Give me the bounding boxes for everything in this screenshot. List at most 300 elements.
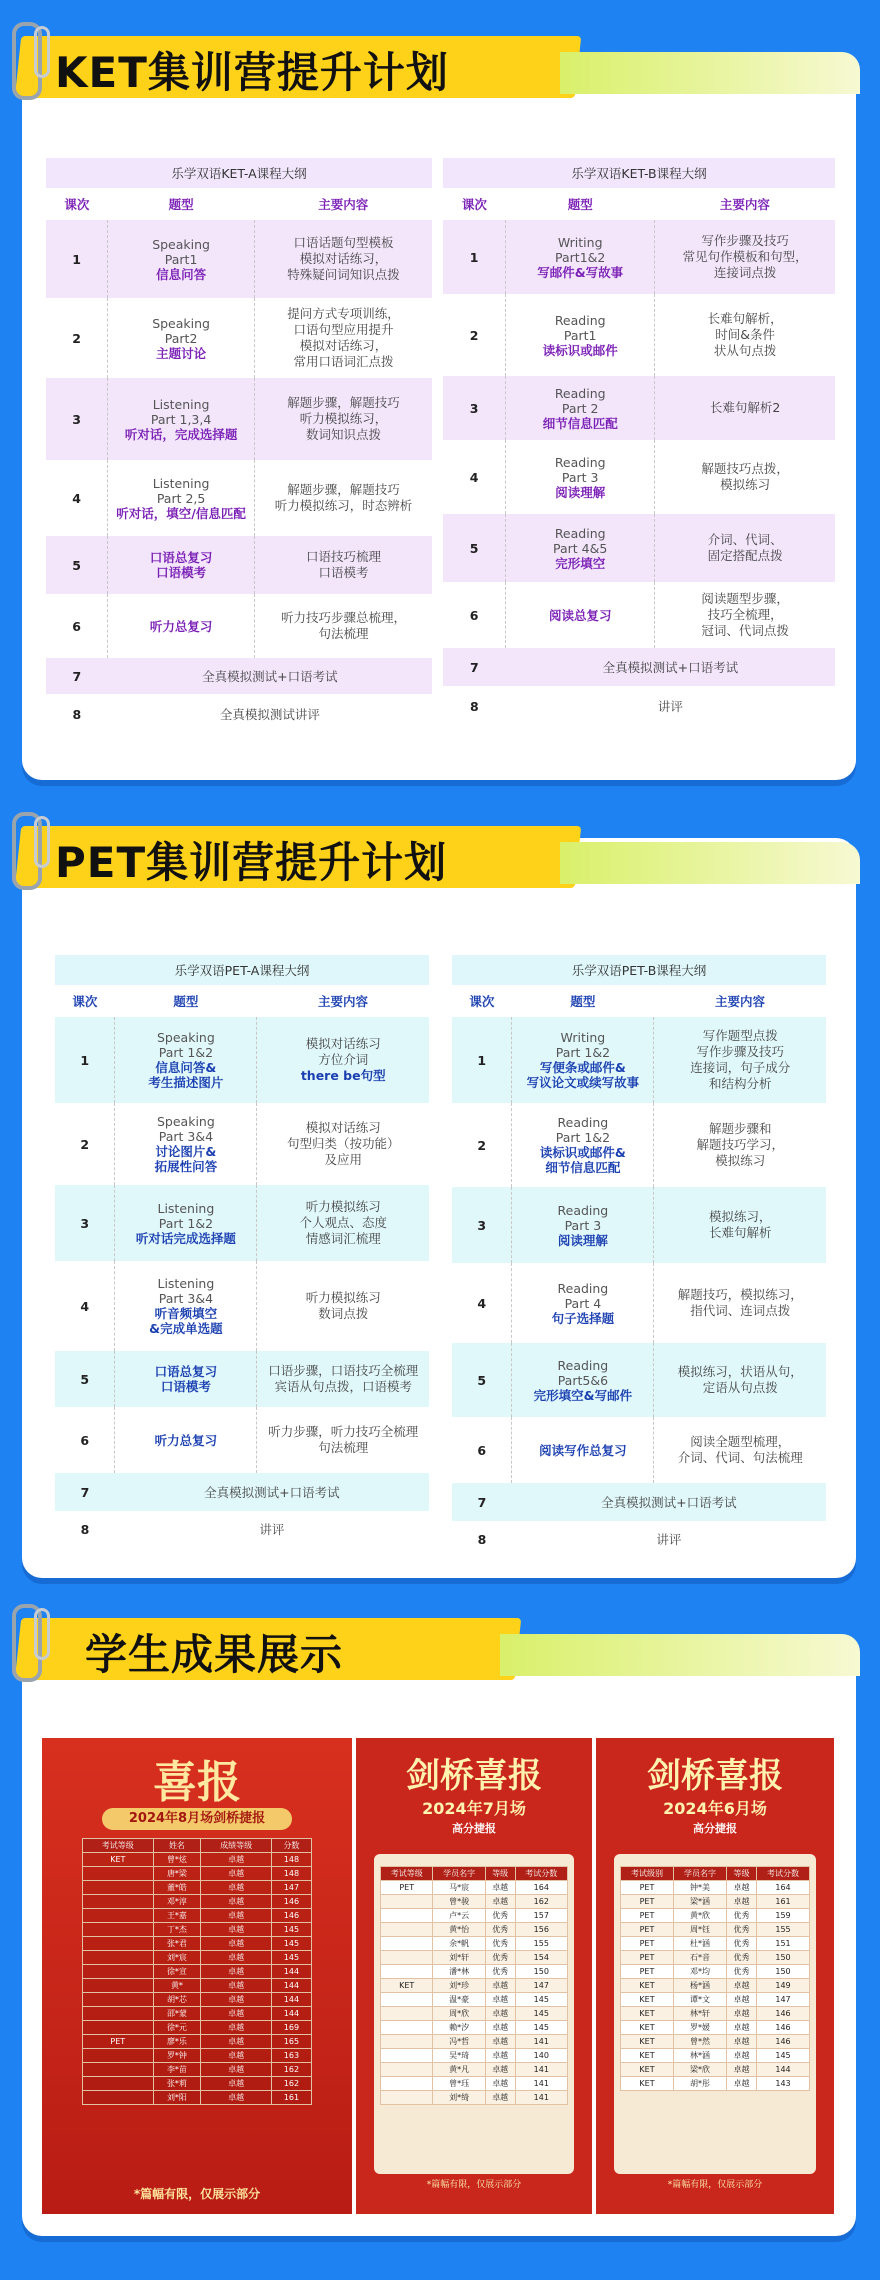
score-cell [83,1979,154,1993]
score-cell: 黄*凡 [433,2063,485,2077]
main-content: 模拟对话练习 句型归类（按功能） 及应用 [286,1120,400,1167]
score-cell: 140 [515,2049,567,2063]
type-label: Speaking Part 3&4 [156,1114,215,1144]
score-row [621,2063,810,2077]
score-cell: 154 [515,1951,567,1965]
score-cell: 143 [757,2077,810,2091]
type-subtitle: 主题讨论 [156,345,207,361]
lesson-number: 3 [55,1185,115,1261]
table-row [46,460,432,536]
lesson-number: 4 [80,1298,90,1314]
table-row [452,1263,826,1343]
question-type [512,1103,654,1187]
score-row [621,1895,810,1909]
score-row [381,2077,568,2091]
main-content: 阅读全题型梳理， 介词、代词、句法梳理 [677,1434,803,1465]
score-cell: KET [621,1993,674,2007]
score-cell: 刘*阳 [153,2091,201,2105]
score-cell: 余*帆 [433,1937,485,1951]
score-row [621,1909,810,1923]
score-cell: 卓越 [485,2035,515,2049]
score-cell: 145 [271,1937,311,1951]
score-cell: 周*欣 [433,2007,485,2021]
paperclip-icon [12,812,42,890]
main-content: 长难句解析2 [655,376,835,440]
pet-b-table [452,955,826,1557]
score-cell: 157 [515,1909,567,1923]
score-row [381,2063,568,2077]
score-cell: 144 [271,1965,311,1979]
score-cell: 卓越 [726,1881,756,1895]
score-cell: 144 [271,2007,311,2021]
score-row [621,1937,810,1951]
question-type [115,1261,257,1351]
poster-tag: 高分捷报 [693,1822,737,1835]
main-content: 写作题型点拨 写作步骤及技巧 连接词，句子成分 和结构分析 [654,1017,826,1103]
score-cell: 卓越 [201,2035,272,2049]
full-row-content: 全真模拟测试讲评 [219,707,320,722]
score-cell [83,2077,154,2091]
score-cell: 黄* [153,1979,201,1993]
score-cell: KET [621,2035,674,2049]
score-cell: KET [381,1979,433,1993]
table-caption: 乐学双语KET-A课程大纲 [46,158,432,188]
lesson-number: 8 [80,1521,90,1537]
lesson-number: 4 [72,490,81,506]
main-content: 解题技巧，模拟练习， 指代词、连词点拨 [677,1287,803,1318]
score-row [83,2049,312,2063]
type-label: Reading Part 2 [554,385,606,416]
content-highlight: there be句型 [300,1068,386,1083]
score-cell: 卓越 [485,2049,515,2063]
question-type [512,1417,654,1483]
score-cell: 145 [757,2049,810,2063]
score-cell: 卓越 [726,2077,756,2091]
score-cell: 林*涵 [673,2049,726,2063]
paperclip-icon [12,22,42,100]
score-row [381,1937,568,1951]
score-row [621,1923,810,1937]
full-row-content: 全真模拟测试+口语考试 [115,1473,429,1511]
type-subtitle: 写邮件&写故事 [537,264,624,280]
column-header: 主要内容 [654,985,826,1017]
table-row [46,220,432,298]
score-cell: 董*皓 [153,1881,201,1895]
score-cell: 卓越 [201,1937,272,1951]
score-cell: 卓越 [201,2077,272,2091]
score-cell: 卓越 [726,1979,756,1993]
score-cell: 谭*文 [673,1993,726,2007]
score-cell: 144 [271,1993,311,2007]
score-cell: 马*宸 [433,1881,485,1895]
type-label: Reading Part 1&2 [555,1115,611,1145]
table-caption: 乐学双语KET-B课程大纲 [443,158,835,188]
score-cell: 罗*媛 [673,2021,726,2035]
type-subtitle: 写便条或邮件& 写议论文或续写故事 [526,1060,640,1090]
type-subtitle: 口语总复习 口语模考 [149,550,213,580]
poster-subtitle: 2024年6月场 [663,1799,767,1818]
column-header: 课次 [55,985,115,1017]
score-cell: 优秀 [726,1909,756,1923]
score-cell [83,2091,154,2105]
question-type [115,1407,257,1473]
question-type [512,1263,654,1343]
score-cell [381,2035,433,2049]
type-subtitle: 阅读总复习 [548,607,612,623]
poster-subtitle: 2024年7月场 [422,1799,526,1818]
poster-score-table [380,1866,568,2105]
score-cell: 146 [271,1895,311,1909]
column-header: 题型 [506,188,655,220]
score-cell: 141 [515,2063,567,2077]
table-row [55,1017,429,1103]
table-row [46,536,432,594]
question-type [108,378,255,460]
type-subtitle: 阅读写作总复习 [539,1442,627,1458]
score-cell [381,1993,433,2007]
lesson-number: 8 [72,706,82,722]
score-cell [83,2049,154,2063]
score-cell: PET [621,1965,674,1979]
score-column-header: 考试分数 [757,1867,810,1881]
score-cell [83,2021,154,2035]
score-cell: KET [621,2077,674,2091]
score-row [83,2007,312,2021]
score-row [381,1881,568,1895]
score-cell: 155 [757,1923,810,1937]
score-cell: 162 [271,2077,311,2091]
score-cell: 卓越 [485,2077,515,2091]
score-cell: 徐*元 [153,2021,201,2035]
question-type [506,582,655,648]
score-cell: 卓越 [201,1853,272,1867]
score-cell: 卓越 [201,1993,272,2007]
poster-title: 剑桥喜报 [406,1756,542,1796]
type-label: Speaking Part 1&2 [156,1030,215,1060]
question-type [108,594,255,658]
column-header: 课次 [443,188,506,220]
score-cell: 卓越 [485,2021,515,2035]
score-cell: KET [621,2021,674,2035]
lesson-number: 1 [443,220,506,294]
table-row [55,1185,429,1261]
type-subtitle: 完形填空 [555,555,606,571]
type-subtitle: 信息问答& 考生描述图片 [148,1060,224,1090]
lesson-number: 7 [452,1483,512,1521]
score-cell: 163 [271,2049,311,2063]
score-cell: 卓越 [726,1895,756,1909]
score-cell: KET [621,1979,674,1993]
score-row [381,1951,568,1965]
score-cell: 161 [271,2091,311,2105]
type-subtitle: 句子选择题 [551,1310,615,1326]
score-cell: PET [621,1909,674,1923]
score-row [83,1951,312,1965]
column-header: 主要内容 [257,985,429,1017]
score-cell: 卓越 [485,1881,515,1895]
lesson-number: 8 [470,698,479,714]
question-type [108,536,255,594]
score-row [381,1909,568,1923]
table-row [443,686,835,726]
main-content: 提问方式专项训练， 口语句型应用提升 模拟对话练习， 常用口语词汇点拨 [287,306,400,369]
main-content: 介词、代词、 固定搭配点拨 [655,514,835,582]
score-cell: 卓越 [485,2007,515,2021]
main-content: 解题步骤和 解题技巧学习， 模拟练习 [696,1121,784,1168]
table-caption: 乐学双语PET-A课程大纲 [55,955,429,985]
type-label: Reading Part 4 [557,1280,609,1311]
score-cell: 141 [515,2035,567,2049]
score-cell: 164 [757,1881,810,1895]
score-cell [83,1895,154,1909]
score-cell [83,1951,154,1965]
result-poster-august [42,1738,352,2214]
score-cell: 146 [271,1909,311,1923]
table-row [443,440,835,514]
score-cell: 卓越 [726,2021,756,2035]
score-cell: 卓越 [201,2021,272,2035]
score-cell: 黄*怡 [433,1923,485,1937]
score-cell: 石*音 [673,1951,726,1965]
question-type [512,1187,654,1263]
score-cell: 曾*然 [673,2035,726,2049]
type-subtitle: 读标识或邮件& 细节信息匹配 [539,1145,626,1175]
type-label: Listening Part 1&2 [157,1200,215,1231]
score-cell: PET [621,1881,674,1895]
lesson-number: 4 [477,1295,487,1311]
score-cell: 卓越 [201,2091,272,2105]
score-cell: 曾*骏 [433,1895,485,1909]
lesson-number: 6 [469,607,479,623]
score-cell [381,1937,433,1951]
ket-a-table [46,158,432,734]
poster-title: 剑桥喜报 [647,1756,783,1796]
column-header: 课次 [46,188,108,220]
score-cell: 卓越 [485,2063,515,2077]
type-label: Reading Part 3 [557,1202,609,1233]
question-type [506,294,655,376]
poster-footer: *篇幅有限，仅展示部分 [667,2180,763,2190]
score-cell: 145 [515,1993,567,2007]
table-row [452,1483,826,1521]
main-content: 解题技巧点拨， 模拟练习 [701,461,789,492]
type-label: Speaking Part2 [152,315,210,346]
score-cell: 优秀 [726,1965,756,1979]
table-row [46,694,432,734]
lesson-number: 6 [477,1442,487,1458]
poster-score-table [620,1866,810,2091]
score-row [621,2007,810,2021]
score-cell: 165 [271,2035,311,2049]
main-content: 模拟对话练习 方位介词 there be句型 [257,1017,429,1103]
score-row [621,2049,810,2063]
table-row [452,1187,826,1263]
question-type [506,376,655,440]
score-cell: 145 [271,1923,311,1937]
score-row [381,2007,568,2021]
score-cell: KET [621,2049,674,2063]
score-cell: KET [621,2007,674,2021]
score-cell: 145 [515,2007,567,2021]
lesson-number: 4 [469,469,479,485]
pet-a-table [55,955,429,1547]
score-cell [83,1867,154,1881]
score-cell [83,1993,154,2007]
score-column-header: 学员名字 [673,1867,726,1881]
table-row [443,514,835,582]
question-type [115,1351,257,1407]
type-label: Reading Part1 [554,312,606,343]
poster-title: 喜报 [153,1757,241,1808]
lesson-number: 8 [477,1531,487,1547]
score-cell: 卓越 [201,1979,272,1993]
table-row [55,1103,429,1185]
score-row [381,1979,568,1993]
score-cell: 优秀 [485,1965,515,1979]
score-cell: 杨*涵 [673,1979,726,1993]
score-row [381,1923,568,1937]
score-cell: KET [83,1853,154,1867]
question-type [115,1103,257,1185]
main-content: 口语技巧梳理 口语模考 [254,536,432,594]
score-cell: 优秀 [726,1937,756,1951]
score-row [83,1979,312,1993]
score-row [83,1965,312,1979]
main-content: 口语步骤，口语技巧全梳理 宾语从句点拨，口语模考 [257,1351,429,1407]
main-content: 听力模拟练习 数词点拨 [305,1290,381,1321]
score-cell: 卓越 [201,1881,272,1895]
type-label: Listening Part 1,3,4 [150,396,212,427]
score-cell: 144 [757,2063,810,2077]
question-type [506,440,655,514]
score-cell: 卓越 [485,1993,515,2007]
score-cell [381,1951,433,1965]
question-type [506,514,655,582]
score-cell: 冯*哲 [433,2035,485,2049]
table-row [46,378,432,460]
score-cell: 卓越 [726,2063,756,2077]
poster-tag: 高分捷报 [452,1822,496,1835]
lesson-number: 3 [443,376,506,440]
score-cell: 150 [515,1965,567,1979]
score-cell: 刘*珍 [433,1979,485,1993]
score-cell: 杜*涵 [673,1937,726,1951]
type-label: Writing Part 1&2 [555,1030,611,1060]
score-cell: 张*君 [153,1937,201,1951]
score-column-header: 考试等级 [381,1867,433,1881]
lesson-number: 2 [80,1136,90,1152]
score-cell: 林*轩 [673,2007,726,2021]
score-cell: 150 [757,1965,810,1979]
lesson-number: 1 [46,220,108,298]
table-row [55,1351,429,1407]
paperclip-icon [12,1604,42,1682]
score-cell [381,2007,433,2021]
score-cell: 温*豪 [433,1993,485,2007]
banner-gradient [500,1634,860,1676]
score-row [83,1853,312,1867]
question-type [506,220,655,294]
column-header: 课次 [452,985,512,1017]
type-subtitle: 听力总复习 [154,1432,218,1448]
type-subtitle: 听音频填空 &完成单选题 [149,1306,223,1336]
score-cell [381,1895,433,1909]
score-cell [83,1881,154,1895]
score-cell: 卓越 [485,2091,515,2105]
main-content: 听力技巧步骤总梳理， 句法梳理 [280,610,406,641]
score-cell: 优秀 [485,1923,515,1937]
score-row [621,1979,810,1993]
main-content: 模拟练习，状语从句， 定语从句点拨 [654,1343,826,1417]
score-cell [381,2021,433,2035]
lesson-number: 5 [46,536,108,594]
score-cell: 162 [515,1895,567,1909]
score-cell: 卓越 [201,1909,272,1923]
score-row [83,1923,312,1937]
score-cell: 罗*钟 [153,2049,201,2063]
table-row [55,1473,429,1511]
main-content: 写作步骤及技巧 常见句作模板和句型， 连接词点拨 [655,220,835,294]
score-cell: 卓越 [726,2035,756,2049]
table-row [452,1521,826,1557]
score-cell: 刘*轩 [433,1951,485,1965]
score-cell [381,2077,433,2091]
score-cell: 146 [757,2007,810,2021]
score-cell: 卓越 [201,2007,272,2021]
score-cell: 155 [515,1937,567,1951]
score-cell [381,1965,433,1979]
score-cell: 150 [757,1951,810,1965]
lesson-number: 2 [477,1137,487,1153]
score-column-header: 成绩等级 [201,1839,272,1853]
score-cell: 162 [271,2063,311,2077]
table-caption: 乐学双语PET-B课程大纲 [452,955,826,985]
score-cell: 148 [271,1867,311,1881]
main-content: 长难句解析， 时间&条件 状从句点拨 [707,311,783,358]
score-column-header: 姓名 [153,1839,201,1853]
score-cell [381,1923,433,1937]
score-cell: 曾*珏 [433,2077,485,2091]
pet-banner [0,820,880,890]
score-row [621,1951,810,1965]
table-row [452,1417,826,1483]
score-row [83,2063,312,2077]
score-row [83,2021,312,2035]
score-cell: 141 [515,2091,567,2105]
lesson-number: 5 [55,1351,115,1407]
score-cell: 曾*炫 [153,1853,201,1867]
score-cell: 赖*汐 [433,2021,485,2035]
score-cell [83,1923,154,1937]
score-row [621,2021,810,2035]
results-banner [0,1612,880,1682]
full-row-content: 全真模拟测试+口语考试 [506,648,835,686]
score-row [381,1993,568,2007]
question-type [108,298,255,378]
score-row [621,1993,810,2007]
score-column-header: 学员名字 [433,1867,485,1881]
main-content: 听力模拟练习 个人观点、态度 情感词汇梳理 [257,1185,429,1261]
score-row [83,1993,312,2007]
lesson-number: 5 [443,514,506,582]
score-cell [83,2007,154,2021]
lesson-number: 2 [469,327,479,343]
type-label: Listening Part 2,5 [152,475,210,506]
column-header: 主要内容 [655,188,835,220]
type-label: Reading Part5&6 [557,1357,609,1388]
score-cell: 刘*宸 [153,1951,201,1965]
score-cell: PET [83,2035,154,2049]
